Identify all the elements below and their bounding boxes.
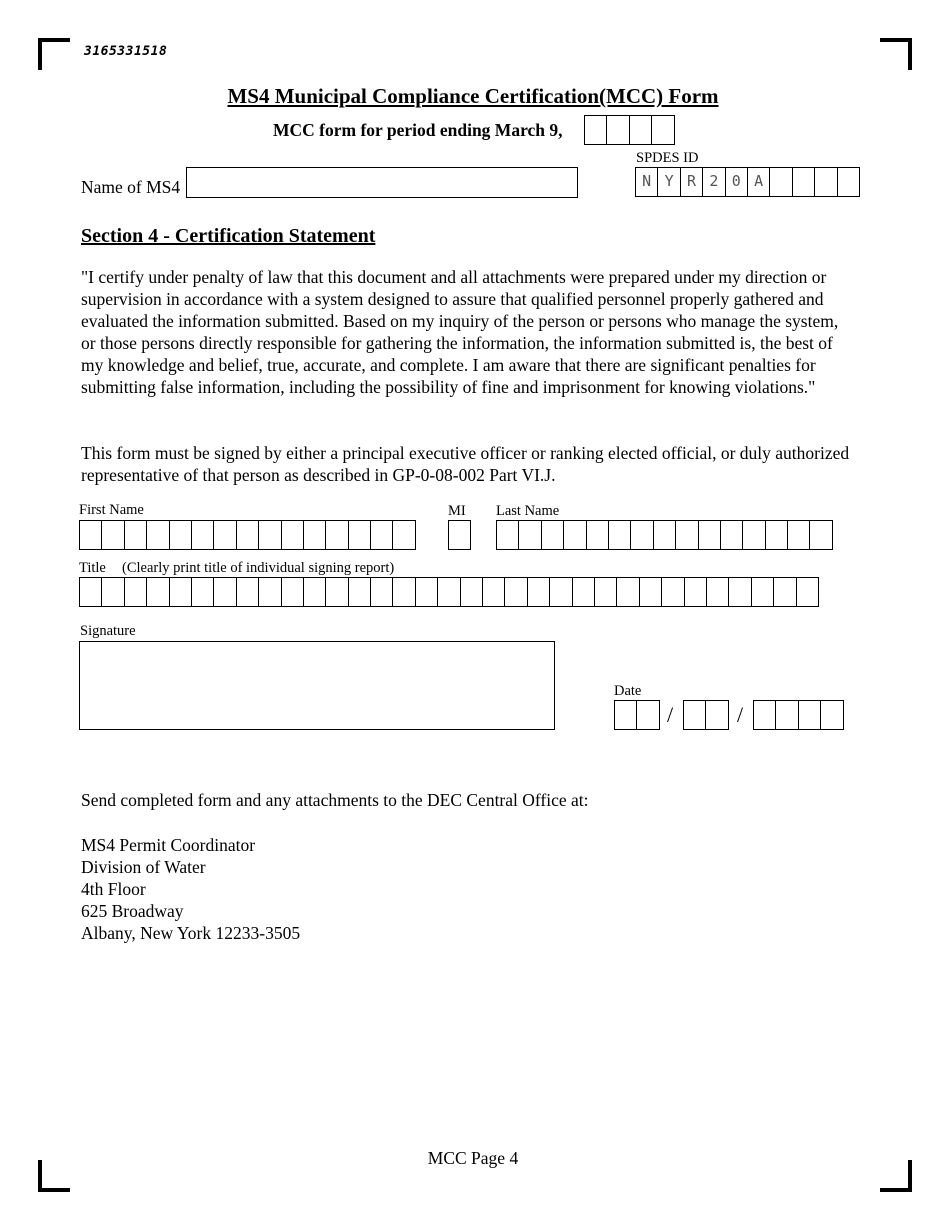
first-name-cell[interactable] <box>236 520 259 550</box>
last-name-cell[interactable] <box>653 520 676 550</box>
last-name-cell[interactable] <box>608 520 631 550</box>
title-cell[interactable] <box>460 577 483 607</box>
address-line: MS4 Permit Coordinator <box>81 835 256 855</box>
title-cell[interactable] <box>549 577 572 607</box>
section-heading: Section 4 - Certification Statement <box>81 225 376 247</box>
signature-label: Signature <box>80 623 136 639</box>
spdes-id-cell[interactable] <box>814 167 837 197</box>
year-digit-cell[interactable] <box>629 115 652 145</box>
title-cell[interactable] <box>169 577 192 607</box>
last-name-cell[interactable] <box>720 520 743 550</box>
spdes-id-cell[interactable]: N <box>635 167 658 197</box>
title-cell[interactable] <box>101 577 124 607</box>
first-name-cell[interactable] <box>213 520 236 550</box>
title-cell[interactable] <box>79 577 102 607</box>
title-cell[interactable] <box>370 577 393 607</box>
year-digit-cell[interactable] <box>606 115 629 145</box>
title-cell[interactable] <box>236 577 259 607</box>
last-name-label: Last Name <box>496 503 560 519</box>
title-cell[interactable] <box>258 577 281 607</box>
title-cell[interactable] <box>146 577 169 607</box>
last-name-cells <box>496 520 833 550</box>
last-name-cell[interactable] <box>586 520 609 550</box>
mi-label: MI <box>448 503 466 519</box>
title-cell[interactable] <box>706 577 729 607</box>
first-name-cell[interactable] <box>169 520 192 550</box>
title-label: Title <box>79 560 106 576</box>
date-month-cell[interactable] <box>614 700 637 730</box>
spdes-id-cell[interactable]: Y <box>657 167 680 197</box>
date-separator: / <box>667 702 674 727</box>
first-name-cell[interactable] <box>258 520 281 550</box>
first-name-cell[interactable] <box>370 520 393 550</box>
title-cell[interactable] <box>639 577 662 607</box>
first-name-cell[interactable] <box>348 520 371 550</box>
last-name-cell[interactable] <box>698 520 721 550</box>
spdes-id-cell[interactable]: A <box>747 167 770 197</box>
mailing-address <box>81 834 300 944</box>
date-month-cell[interactable] <box>636 700 659 730</box>
page-footer: MCC Page 4 <box>427 1148 519 1168</box>
last-name-cell[interactable] <box>518 520 541 550</box>
year-cells <box>584 115 675 145</box>
signer-note: This form must be signed by either a principal executive officer or ranking elected official, or duly authorized representative of that person as described in GP-0-08-002 Part VI.J. <box>81 443 850 485</box>
last-name-cell[interactable] <box>742 520 765 550</box>
date-day-cells <box>683 700 729 730</box>
mailing-intro: Send completed form and any attachments to the DEC Central Office at: <box>81 790 589 810</box>
title-cell[interactable] <box>796 577 819 607</box>
date-label: Date <box>614 683 642 699</box>
address-line: Division of Water <box>81 857 206 877</box>
title-cell[interactable] <box>437 577 460 607</box>
year-digit-cell[interactable] <box>651 115 674 145</box>
title-cell[interactable] <box>392 577 415 607</box>
title-cell[interactable] <box>773 577 796 607</box>
mi-cell[interactable] <box>448 520 471 550</box>
title-cell[interactable] <box>728 577 751 607</box>
last-name-cell[interactable] <box>496 520 519 550</box>
title-cell[interactable] <box>191 577 214 607</box>
first-name-label: First Name <box>79 502 144 518</box>
title-cell[interactable] <box>281 577 304 607</box>
address-line: 4th Floor <box>81 879 146 899</box>
spdes-id-cell[interactable] <box>769 167 792 197</box>
date-year-cell[interactable] <box>820 700 843 730</box>
first-name-cell[interactable] <box>281 520 304 550</box>
date-day-cell[interactable] <box>683 700 706 730</box>
address-line: 625 Broadway <box>81 901 184 921</box>
title-cell[interactable] <box>684 577 707 607</box>
title-cell[interactable] <box>303 577 326 607</box>
title-cell[interactable] <box>616 577 639 607</box>
title-cell[interactable] <box>572 577 595 607</box>
title-cell[interactable] <box>213 577 236 607</box>
last-name-cell[interactable] <box>787 520 810 550</box>
date-year-cells <box>753 700 844 730</box>
title-cell[interactable] <box>527 577 550 607</box>
spdes-id-cells <box>635 167 860 197</box>
title-cell[interactable] <box>504 577 527 607</box>
first-name-cell[interactable] <box>392 520 415 550</box>
last-name-cell[interactable] <box>675 520 698 550</box>
first-name-cells <box>79 520 416 550</box>
title-cell[interactable] <box>751 577 774 607</box>
first-name-cell[interactable] <box>124 520 147 550</box>
date-day-cell[interactable] <box>705 700 728 730</box>
title-cells <box>79 577 819 607</box>
title-cell[interactable] <box>661 577 684 607</box>
first-name-cell[interactable] <box>101 520 124 550</box>
title-cell[interactable] <box>415 577 438 607</box>
date-year-cell[interactable] <box>775 700 798 730</box>
signature-box[interactable] <box>79 641 555 730</box>
spdes-id-cell[interactable] <box>837 167 860 197</box>
ms4-name-field[interactable] <box>186 167 578 198</box>
title-cell[interactable] <box>482 577 505 607</box>
spdes-id-cell[interactable]: R <box>680 167 703 197</box>
date-year-cell[interactable] <box>798 700 821 730</box>
first-name-cell[interactable] <box>146 520 169 550</box>
last-name-cell[interactable] <box>630 520 653 550</box>
date-separator: / <box>737 702 744 727</box>
corner-mark-top-left <box>38 38 70 70</box>
spdes-id-cell[interactable]: 2 <box>702 167 725 197</box>
title-cell[interactable] <box>124 577 147 607</box>
first-name-cell[interactable] <box>191 520 214 550</box>
spdes-id-label: SPDES ID <box>636 150 699 166</box>
period-label: MCC form for period ending March 9, <box>273 120 563 140</box>
document-id: 3165331518 <box>84 44 168 59</box>
year-digit-cell[interactable] <box>584 115 607 145</box>
first-name-cell[interactable] <box>79 520 102 550</box>
form-title: MS4 Municipal Compliance Certification(MCC) Form <box>227 84 719 108</box>
last-name-cell[interactable] <box>765 520 788 550</box>
date-year-cell[interactable] <box>753 700 776 730</box>
first-name-cell[interactable] <box>325 520 348 550</box>
last-name-cell[interactable] <box>563 520 586 550</box>
mi-cells <box>448 520 471 550</box>
certification-statement: "I certify under penalty of law that this document and all attachments were prepared under my direction or supervision in accordance with a system designed to assure that qualified personnel properly gathered and evaluated the information submitted. Based on my inquiry of the person or persons who manage the system, or those persons directly responsible for gathering the information, the information submitted is, the best of my knowledge and belief, true, accurate, and complete. I am aware that there are significant penalties for submitting false information, including the possibility of fine and imprisonment for knowing violations." <box>81 267 839 397</box>
ms4-name-label: Name of MS4 <box>81 177 181 197</box>
last-name-cell[interactable] <box>541 520 564 550</box>
spdes-id-cell[interactable]: 0 <box>725 167 748 197</box>
address-line: Albany, New York 12233-3505 <box>81 923 301 943</box>
last-name-cell[interactable] <box>809 520 832 550</box>
title-cell[interactable] <box>348 577 371 607</box>
title-cell[interactable] <box>594 577 617 607</box>
title-cell[interactable] <box>325 577 348 607</box>
date-month-cells <box>614 700 660 730</box>
corner-mark-top-right <box>880 38 912 70</box>
spdes-id-cell[interactable] <box>792 167 815 197</box>
first-name-cell[interactable] <box>303 520 326 550</box>
title-hint: (Clearly print title of individual signing report) <box>122 560 395 576</box>
